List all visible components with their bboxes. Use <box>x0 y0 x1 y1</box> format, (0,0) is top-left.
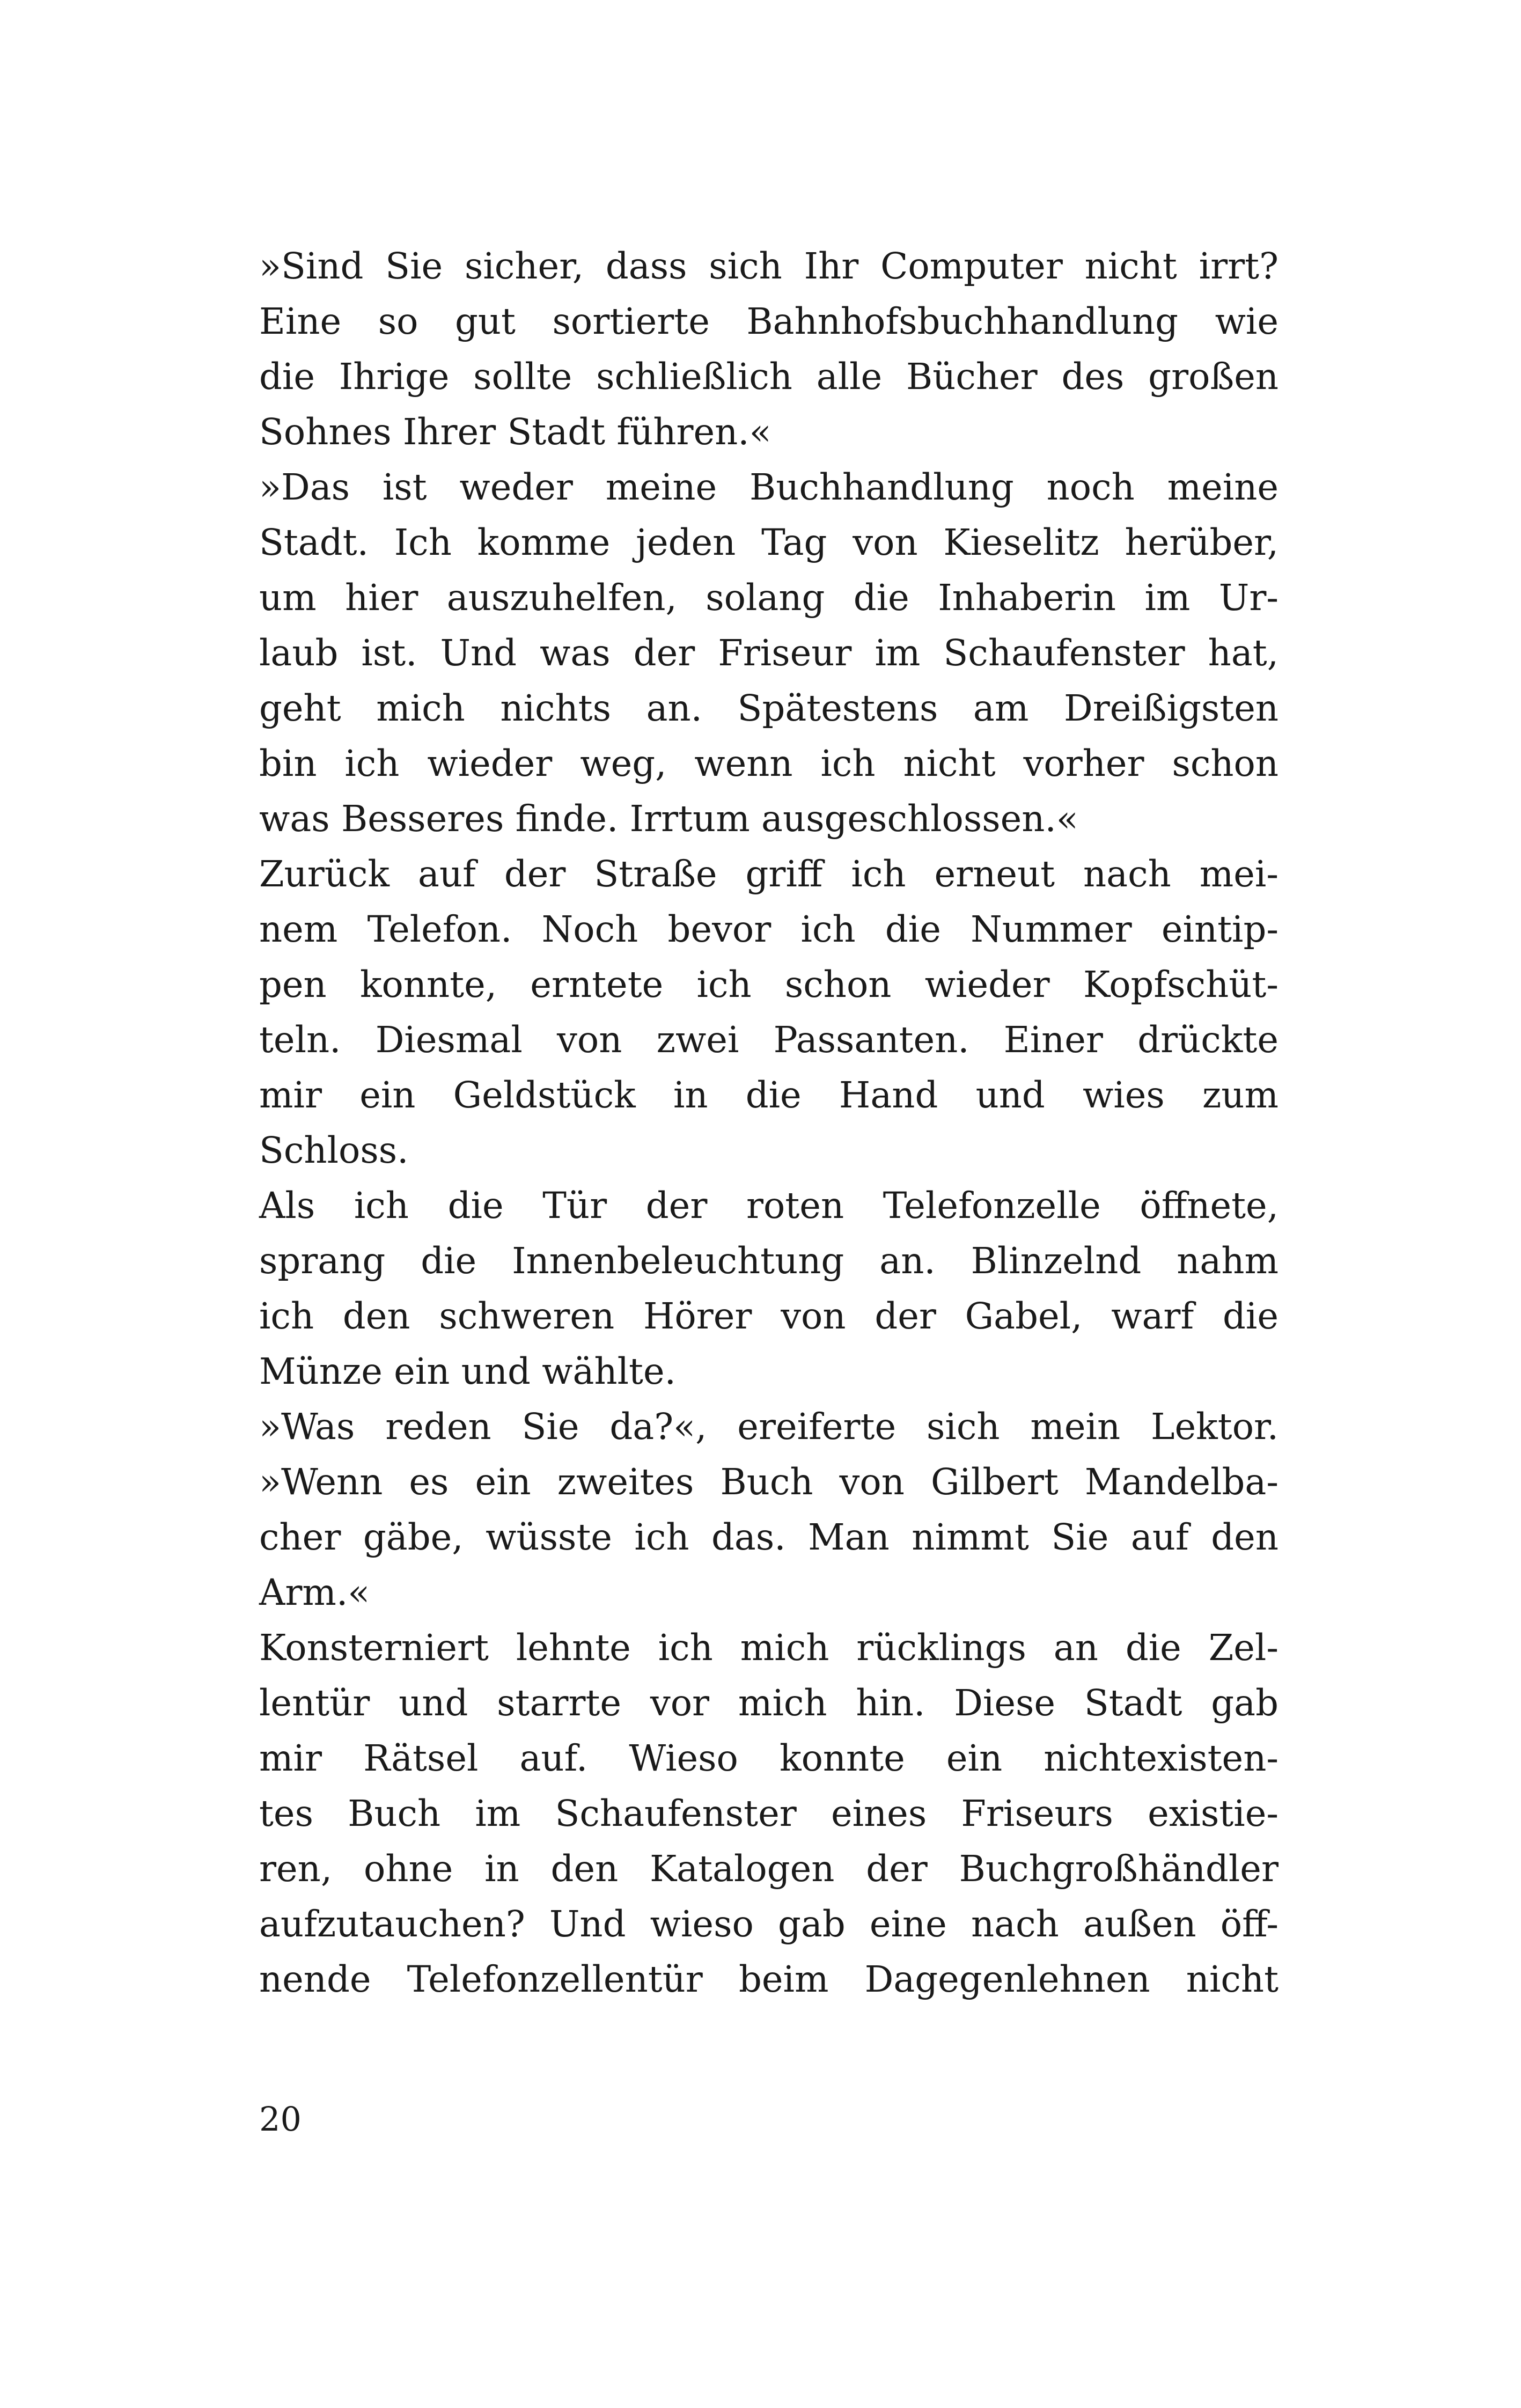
text-line: aufzutauchen? Und wieso gab eine nach außen öff- <box>259 1903 1278 1945</box>
text-line: »Sind Sie sicher, dass sich Ihr Computer nicht irrt? <box>259 245 1278 287</box>
text-line: tes Buch im Schaufenster eines Friseurs existie- <box>259 1793 1278 1834</box>
text-line: Stadt. Ich komme jeden Tag von Kieselitz herüber, <box>259 522 1278 563</box>
text-line: ich den schweren Hörer von der Gabel, warf die <box>259 1295 1278 1337</box>
text-line: mir ein Geldstück in die Hand und wies zum <box>259 1074 1278 1116</box>
text-line: Arm.« <box>259 1572 370 1613</box>
text-line: »Das ist weder meine Buchhandlung noch meine <box>259 466 1278 508</box>
text-line: Eine so gut sortierte Bahnhofsbuchhandlung wie <box>259 300 1278 342</box>
text-line: geht mich nichts an. Spätestens am Dreißigsten <box>259 687 1278 729</box>
text-line: die Ihrige sollte schließlich alle Bücher des großen <box>259 356 1278 398</box>
text-line: laub ist. Und was der Friseur im Schaufenster hat, <box>259 632 1278 674</box>
text-line: Schloss. <box>259 1129 409 1171</box>
text-line: teln. Diesmal von zwei Passanten. Einer drückte <box>259 1019 1278 1061</box>
text-line: bin ich wieder weg, wenn ich nicht vorher schon <box>259 743 1278 784</box>
text-line: cher gäbe, wüsste ich das. Man nimmt Sie auf den <box>259 1516 1278 1558</box>
body-text <box>259 239 1278 2007</box>
text-line: Als ich die Tür der roten Telefonzelle öffnete, <box>259 1185 1278 1227</box>
text-line: lentür und starrte vor mich hin. Diese Stadt gab <box>259 1682 1278 1724</box>
text-line: ren, ohne in den Katalogen der Buchgroßhändler <box>259 1848 1278 1890</box>
text-line: Zurück auf der Straße griff ich erneut nach mei- <box>259 853 1278 895</box>
text-line: Konsterniert lehnte ich mich rücklings an die Zel- <box>259 1627 1278 1669</box>
text-line: Münze ein und wählte. <box>259 1350 676 1392</box>
text-line: um hier auszuhelfen, solang die Inhaberin im Ur- <box>259 577 1278 619</box>
text-line: mir Rätsel auf. Wieso konnte ein nichtexisten- <box>259 1737 1278 1779</box>
text-line: »Was reden Sie da?«, ereiferte sich mein Lektor. <box>259 1406 1278 1448</box>
text-line: Sohnes Ihrer Stadt führen.« <box>259 411 771 453</box>
text-line: sprang die Innenbeleuchtung an. Blinzelnd nahm <box>259 1240 1278 1282</box>
text-line: nem Telefon. Noch bevor ich die Nummer eintip- <box>259 908 1278 950</box>
text-line: pen konnte, erntete ich schon wieder Kopfschüt- <box>259 964 1278 1005</box>
text-line: »Wenn es ein zweites Buch von Gilbert Mandelba- <box>259 1461 1278 1503</box>
text-line: nende Telefonzellentür beim Dagegenlehnen nicht <box>259 1958 1278 2000</box>
text-line: was Besseres finde. Irrtum ausgeschlossen.« <box>259 798 1078 840</box>
page-number: 20 <box>259 2099 302 2139</box>
